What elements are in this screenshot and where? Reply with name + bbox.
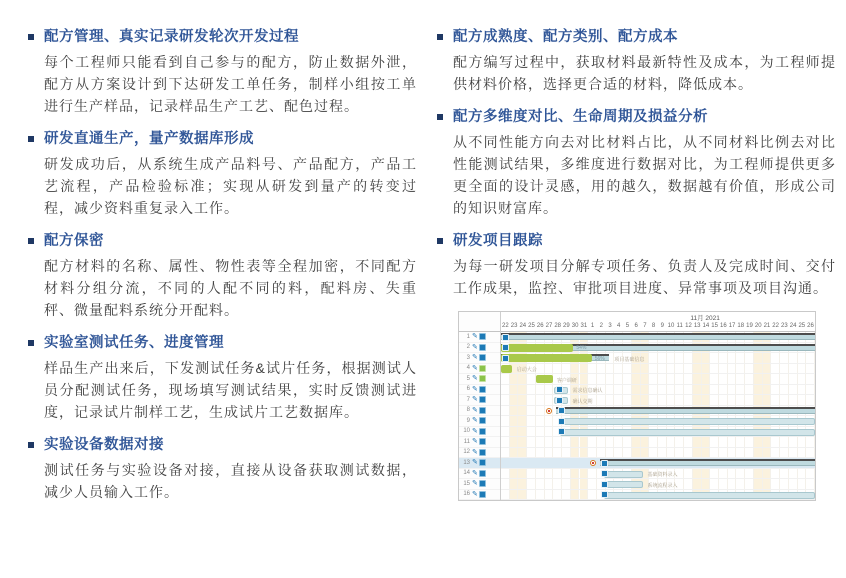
- gantt-row: [501, 479, 815, 490]
- square-bullet-icon: [28, 34, 34, 40]
- gantt-summary-bar: [600, 459, 815, 466]
- gantt-row-header: [459, 448, 500, 459]
- square-bullet-icon: [28, 442, 34, 448]
- left-column: [0, 26, 417, 514]
- gantt-row: [501, 343, 815, 354]
- gantt-timeline-pane: [501, 312, 815, 500]
- feature-section: [437, 26, 846, 95]
- section-body: 测试任务与实验设备对接，直接从设备获取测试数据，减少人员输入工作。: [44, 462, 417, 500]
- gantt-task-label: 确认交期: [572, 398, 593, 405]
- gantt-day-label: 4: [617, 323, 621, 329]
- gantt-row-header: [459, 469, 500, 480]
- task-type-icon: [479, 354, 486, 361]
- gantt-row-header: [459, 458, 500, 469]
- task-type-icon: [479, 459, 486, 466]
- section-heading: [437, 106, 846, 128]
- task-type-icon: [479, 344, 486, 351]
- task-square-icon: [502, 344, 509, 351]
- feature-section: [437, 230, 846, 299]
- gantt-day-label: 5: [625, 323, 630, 329]
- gantt-row-header: [459, 479, 500, 490]
- feature-section: [28, 26, 417, 117]
- gantt-day-label: 31: [580, 323, 588, 329]
- gantt-progress-bar: [536, 375, 553, 383]
- gantt-row-number: 6: [466, 386, 470, 393]
- section-title: 实验室测试任务、进度管理: [44, 335, 224, 351]
- right-column: [417, 26, 846, 514]
- section-body: 配方材料的名称、属性、物性表等全程加密，不同配方材料分组分流，不同的人配不同的料，配料房、失重秤、微量配料系统分开配料。: [44, 258, 417, 318]
- gantt-row-number: 5: [466, 375, 470, 382]
- section-title: 配方成熟度、配方类别、配方成本: [453, 29, 678, 45]
- gantt-row: [501, 427, 815, 438]
- edit-pencil-icon: ✎: [472, 448, 478, 456]
- gantt-day-label: 20: [754, 323, 762, 329]
- edit-pencil-icon: ✎: [472, 480, 478, 488]
- gantt-progress-bar: [501, 354, 592, 362]
- gantt-day-label: 6: [634, 323, 638, 329]
- square-bullet-icon: [28, 136, 34, 142]
- task-type-icon: [479, 375, 486, 382]
- gantt-day-label: 25: [798, 323, 806, 329]
- gantt-row-number: 4: [466, 365, 470, 372]
- square-bullet-icon: [28, 238, 34, 244]
- task-type-icon: [479, 333, 486, 340]
- section-title: 配方多维度对比、生命周期及损益分析: [453, 109, 708, 125]
- gantt-day-label: 27: [545, 323, 553, 329]
- gantt-task-label: 需求信息确认: [572, 388, 603, 394]
- progress-percent-label: 54%: [576, 345, 587, 351]
- task-type-icon: [479, 386, 486, 393]
- gantt-row-number: 2: [466, 344, 470, 351]
- gantt-day-label: 24: [789, 323, 797, 329]
- gantt-row-header: [459, 395, 500, 406]
- gantt-task-bar: [560, 429, 815, 436]
- gantt-progress-bar: [501, 365, 512, 373]
- gantt-row-number: 12: [463, 449, 470, 456]
- gantt-row-header: [459, 427, 500, 438]
- gantt-row-number: 16: [463, 491, 470, 498]
- edit-pencil-icon: ✎: [472, 427, 478, 435]
- gantt-row-number: 1: [466, 333, 470, 340]
- gantt-row-number: 14: [463, 470, 470, 477]
- gantt-row: [501, 458, 815, 469]
- gantt-left-pane: [459, 312, 501, 500]
- gantt-day-label: 12: [685, 323, 692, 329]
- task-type-icon: [479, 396, 486, 403]
- edit-pencil-icon: ✎: [472, 333, 478, 341]
- gantt-row: [501, 416, 815, 427]
- section-heading: [28, 332, 417, 354]
- section-body: 每个工程师只能看到自己参与的配方，防止数据外泄，配方从方案设计到下达研发工单任务，制样小组按工单进行生产样品，记录样品生产工艺、配色过程。: [44, 54, 417, 114]
- gantt-left-pane-header: [459, 312, 500, 332]
- gantt-day-label: 2: [599, 323, 603, 329]
- gantt-row: [501, 448, 815, 459]
- gantt-day-label: 8: [651, 323, 656, 329]
- gantt-row: [501, 395, 815, 406]
- gantt-task-bar: [604, 471, 643, 478]
- gantt-row: [501, 332, 815, 343]
- section-body: 研发成功后，从系统生成产品料号、产品配方，产品工艺流程，产品检验标准；实现从研发到量产的转变过程，减少资料重复录入工作。: [44, 156, 417, 216]
- gantt-day-label: 16: [719, 323, 727, 329]
- task-type-icon: [479, 407, 486, 414]
- gantt-row-number: 11: [463, 438, 470, 445]
- gantt-day-label: 17: [728, 323, 736, 329]
- section-body: 为每一研发项目分解专项任务、负责人及完成时间、交付工作成果，监控、审批项目进度、异常事项及项目沟通。: [453, 258, 836, 296]
- gantt-row-header: [459, 490, 500, 501]
- gantt-day-label: 23: [781, 323, 788, 329]
- gantt-day-label: 15: [711, 323, 718, 329]
- edit-pencil-icon: ✎: [472, 354, 478, 362]
- section-body: 配方编写过程中，获取材料最新特性及成本，为工程师提供材料价格，选择更合适的材料，降低成本。: [453, 54, 836, 92]
- gantt-day-label: 11: [676, 323, 683, 329]
- gantt-row-header: [459, 374, 500, 385]
- section-title: 研发项目跟踪: [453, 233, 543, 249]
- edit-pencil-icon: ✎: [472, 343, 478, 351]
- gantt-summary-bar: [556, 407, 815, 414]
- section-heading: [437, 26, 846, 48]
- section-body: 样品生产出来后，下发测试任务&试片任务，根据测试人员分配测试任务，现场填写测试结果，实时反馈测试进度，记录试片制样工艺，生成试片工艺数据库。: [44, 360, 417, 420]
- feature-section: [28, 230, 417, 321]
- edit-pencil-icon: ✎: [472, 385, 478, 393]
- section-title: 实验设备数据对接: [44, 437, 164, 453]
- gantt-row-header: [459, 343, 500, 354]
- task-type-icon: [479, 470, 486, 477]
- task-square-icon: [601, 491, 608, 498]
- task-type-icon: [479, 491, 486, 498]
- task-type-icon: [479, 480, 486, 487]
- section-heading: [437, 230, 846, 252]
- gantt-day-label: 26: [807, 323, 814, 329]
- gantt-row-header: [459, 332, 500, 343]
- gantt-row: [501, 353, 815, 364]
- gantt-day-label: 26: [536, 323, 544, 329]
- gantt-day-label: 10: [667, 323, 675, 329]
- task-type-icon: [479, 428, 486, 435]
- milestone-dot: [548, 410, 550, 412]
- gantt-day-label: 23: [510, 323, 518, 329]
- gantt-row-header: [459, 416, 500, 427]
- gantt-month-header: [501, 312, 815, 321]
- task-square-icon: [558, 407, 565, 414]
- task-square-icon: [601, 481, 608, 488]
- feature-section: [437, 106, 846, 219]
- gantt-day-label: 1: [590, 323, 595, 329]
- square-bullet-icon: [437, 114, 443, 120]
- gantt-row-header: [459, 364, 500, 375]
- task-square-icon: [601, 470, 608, 477]
- gantt-row: [501, 406, 815, 417]
- gantt-row-number: 13: [463, 459, 470, 466]
- gantt-row-header: [459, 385, 500, 396]
- gantt-row: [501, 385, 815, 396]
- gantt-day-label: 13: [693, 323, 701, 329]
- gantt-row: [501, 437, 815, 448]
- gantt-row: [501, 364, 815, 375]
- gantt-day-label: 3: [608, 323, 612, 329]
- gantt-task-label: 系统流程录入: [647, 482, 678, 489]
- task-square-icon: [556, 397, 563, 404]
- gantt-day-label: 22: [772, 323, 779, 329]
- square-bullet-icon: [437, 238, 443, 244]
- task-square-icon: [502, 355, 509, 362]
- gantt-task-bar: [560, 418, 815, 425]
- gantt-day-label: 9: [660, 323, 664, 329]
- gantt-day-label: 24: [519, 323, 527, 329]
- gantt-day-header: [501, 321, 815, 332]
- section-title: 研发直通生产，量产数据库形成: [44, 131, 254, 147]
- gantt-row-header: [459, 437, 500, 448]
- task-square-icon: [556, 386, 563, 393]
- gantt-row-header: [459, 406, 500, 417]
- gantt-chart-screenshot: [458, 311, 816, 501]
- gantt-row-number: 10: [463, 428, 470, 435]
- gantt-day-label: 22: [502, 323, 509, 329]
- task-type-icon: [479, 449, 486, 456]
- section-title: 配方管理、真实记录研发轮次开发过程: [44, 29, 299, 45]
- gantt-month-label: 11月 2021: [690, 315, 720, 322]
- edit-pencil-icon: ✎: [472, 364, 478, 372]
- gantt-row-number: 15: [463, 480, 470, 487]
- section-heading: [28, 230, 417, 252]
- gantt-task-label: 基础资料录入: [647, 472, 678, 478]
- gantt-day-label: 7: [643, 323, 647, 329]
- gantt-row-number: 3: [466, 354, 470, 361]
- task-square-icon: [558, 428, 565, 435]
- gantt-day-label: 14: [702, 323, 710, 329]
- edit-pencil-icon: ✎: [472, 459, 478, 467]
- gantt-day-label: 29: [563, 323, 570, 329]
- gantt-row: [501, 490, 815, 501]
- milestone-dot: [592, 462, 594, 464]
- gantt-row: [501, 374, 815, 385]
- task-square-icon: [558, 418, 565, 425]
- feature-section: [28, 434, 417, 503]
- gantt-task-bar: [604, 481, 643, 488]
- square-bullet-icon: [437, 34, 443, 40]
- gantt-row-number: 8: [466, 407, 470, 414]
- edit-pencil-icon: ✎: [472, 396, 478, 404]
- task-square-icon: [601, 460, 608, 467]
- section-title: 配方保密: [44, 233, 104, 249]
- square-bullet-icon: [28, 340, 34, 346]
- task-type-icon: [479, 417, 486, 424]
- feature-section: [28, 332, 417, 423]
- edit-pencil-icon: ✎: [472, 469, 478, 477]
- gantt-day-label: 25: [528, 323, 535, 329]
- gantt-progress-bar: [501, 344, 573, 352]
- edit-pencil-icon: ✎: [472, 417, 478, 425]
- task-square-icon: [502, 334, 509, 341]
- gantt-task-label: 项目基础信息: [614, 356, 645, 363]
- section-heading: [28, 26, 417, 48]
- edit-pencil-icon: ✎: [472, 490, 478, 498]
- gantt-summary-bar: [501, 333, 815, 340]
- edit-pencil-icon: ✎: [472, 375, 478, 383]
- gantt-task-bar: [604, 492, 815, 499]
- feature-section: [28, 128, 417, 219]
- edit-pencil-icon: ✎: [472, 406, 478, 414]
- gantt-day-label: 18: [737, 323, 745, 329]
- edit-pencil-icon: ✎: [472, 438, 478, 446]
- section-heading: [28, 128, 417, 150]
- task-type-icon: [479, 365, 486, 372]
- gantt-day-label: 21: [763, 323, 771, 329]
- milestone-marker-icon: [590, 460, 596, 466]
- gantt-day-label: 28: [554, 323, 562, 329]
- gantt-grid: [501, 332, 815, 500]
- gantt-row: [501, 469, 815, 480]
- section-heading: [28, 434, 417, 456]
- gantt-task-label: 启动大会: [516, 367, 537, 373]
- gantt-row-header: [459, 353, 500, 364]
- task-type-icon: [479, 438, 486, 445]
- section-body: 从不同性能方向去对比材料占比，从不同材料比例去对比性能测试结果，多维度进行数据对比，为工程师提供更多更全面的设计灵感，用的越久，数据越有价值，形成公司的知识财富库。: [453, 134, 836, 216]
- gantt-day-label: 19: [746, 323, 753, 329]
- gantt-task-label: 客户调研: [556, 377, 577, 384]
- gantt-day-label: 30: [571, 323, 579, 329]
- milestone-marker-icon: [546, 408, 552, 414]
- progress-percent-label: 56%: [594, 355, 605, 362]
- gantt-row-number: 7: [466, 396, 470, 403]
- gantt-row-number: 9: [466, 417, 470, 424]
